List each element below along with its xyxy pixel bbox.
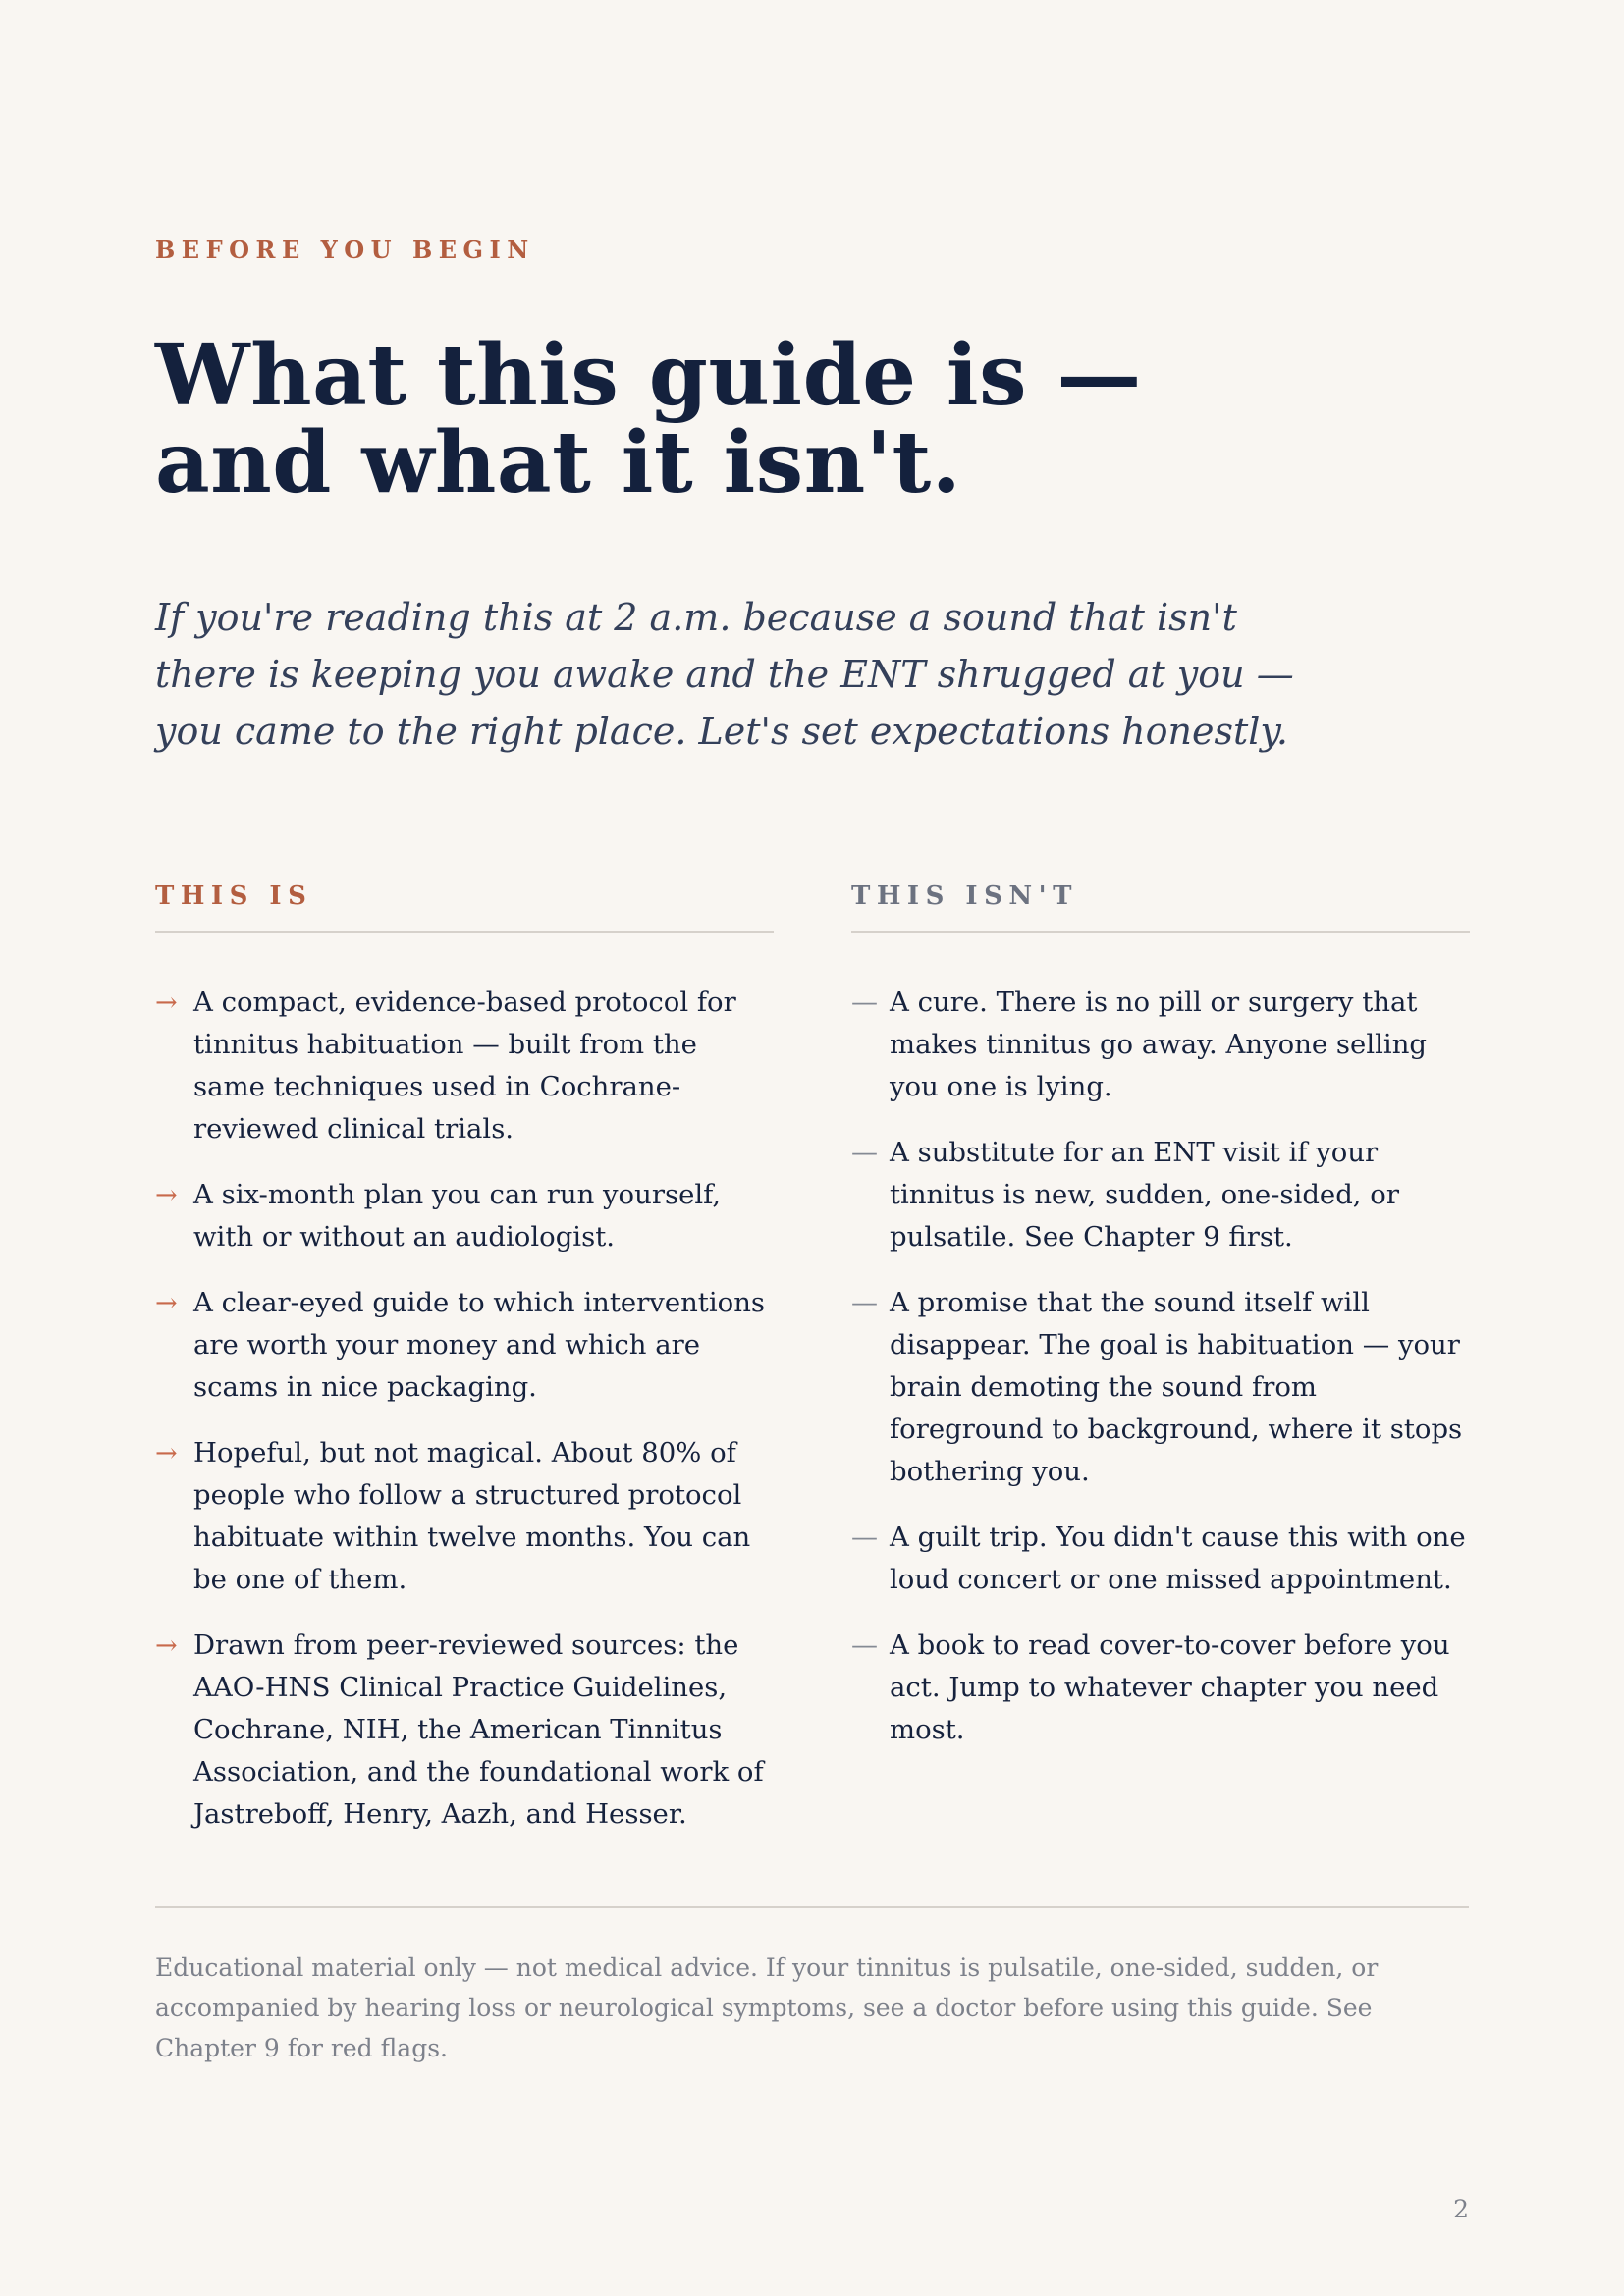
page bbox=[155, 0, 1469, 2296]
list-item bbox=[851, 1625, 1470, 1751]
this-isnt-column bbox=[851, 881, 1470, 1775]
list-item bbox=[851, 982, 1470, 1108]
list-item-text: Drawn from peer-reviewed sources: the AAO-HNS Clinical Practice Guidelines, Cochrane, NIH, the American Tinnitus Association, and the foundational work of Jastreboff, Henry, Aazh, and Hesser. bbox=[193, 1629, 764, 1830]
page-title-line-1: What this guide is — bbox=[155, 326, 1142, 425]
list-item-text: A clear-eyed guide to which interventions are worth your money and which are scams in nice packaging. bbox=[193, 1287, 766, 1403]
lead-paragraph: If you're reading this at 2 a.m. because a sound that isn't there is keeping you awake and the ENT shrugged at you — you came to the right place. Let's set expectations honestly. bbox=[155, 596, 1294, 753]
disclaimer: Educational material only — not medical advice. If your tinnitus is pulsatile, one-sided, sudden, or accompanied by hearing loss or neurological symptoms, see a doctor before using this guide. See Chapter 9 for red flags. bbox=[155, 1953, 1379, 2062]
arrow-right-icon: → bbox=[155, 1438, 178, 1468]
list-item bbox=[155, 1625, 774, 1836]
arrow-right-icon: → bbox=[155, 1180, 178, 1210]
list-item-text: A guilt trip. You didn't cause this with one loud concert or one missed appointment. bbox=[890, 1522, 1466, 1595]
list-item-text: Hopeful, but not magical. About 80% of people who follow a structured protocol habituate within twelve months. You can be one of them. bbox=[193, 1437, 751, 1595]
this-is-list bbox=[155, 982, 774, 1836]
list-item bbox=[155, 982, 774, 1150]
em-dash-icon: — bbox=[851, 1288, 878, 1318]
list-item bbox=[851, 1517, 1470, 1601]
footer-divider bbox=[155, 1906, 1469, 1908]
list-item bbox=[155, 1432, 774, 1601]
this-isnt-heading: THIS ISN'T bbox=[851, 881, 1470, 933]
list-item bbox=[851, 1282, 1470, 1493]
list-item bbox=[851, 1132, 1470, 1258]
arrow-right-icon: → bbox=[155, 988, 178, 1018]
page-number: 2 bbox=[1453, 2195, 1469, 2223]
page-title-line-2: and what it isn't. bbox=[155, 413, 962, 512]
em-dash-icon: — bbox=[851, 988, 878, 1018]
list-item-text: A six-month plan you can run yourself, with or without an audiologist. bbox=[193, 1179, 722, 1253]
list-item bbox=[155, 1282, 774, 1409]
list-item-text: A substitute for an ENT visit if your tinnitus is new, sudden, one-sided, or pulsatile. See Chapter 9 first. bbox=[890, 1137, 1399, 1253]
list-item-text: A promise that the sound itself will disappear. The goal is habituation — your brain demoting the sound from foreground to background, where it stops bothering you. bbox=[890, 1287, 1463, 1487]
list-item-text: A cure. There is no pill or surgery that makes tinnitus go away. Anyone selling you one is lying. bbox=[890, 987, 1428, 1102]
this-isnt-list bbox=[851, 982, 1470, 1751]
this-is-column bbox=[155, 881, 774, 1859]
em-dash-icon: — bbox=[851, 1630, 878, 1661]
arrow-right-icon: → bbox=[155, 1630, 178, 1661]
em-dash-icon: — bbox=[851, 1138, 878, 1168]
this-is-heading: THIS IS bbox=[155, 881, 774, 933]
list-item-text: A book to read cover-to-cover before you act. Jump to whatever chapter you need most. bbox=[890, 1629, 1450, 1745]
list-item bbox=[155, 1174, 774, 1258]
arrow-right-icon: → bbox=[155, 1288, 178, 1318]
page-title bbox=[155, 326, 1333, 512]
section-eyebrow: BEFORE YOU BEGIN bbox=[155, 236, 535, 264]
em-dash-icon: — bbox=[851, 1522, 878, 1553]
list-item-text: A compact, evidence-based protocol for tinnitus habituation — built from the same techniques used in Cochrane-reviewed clinical trials. bbox=[193, 987, 736, 1145]
